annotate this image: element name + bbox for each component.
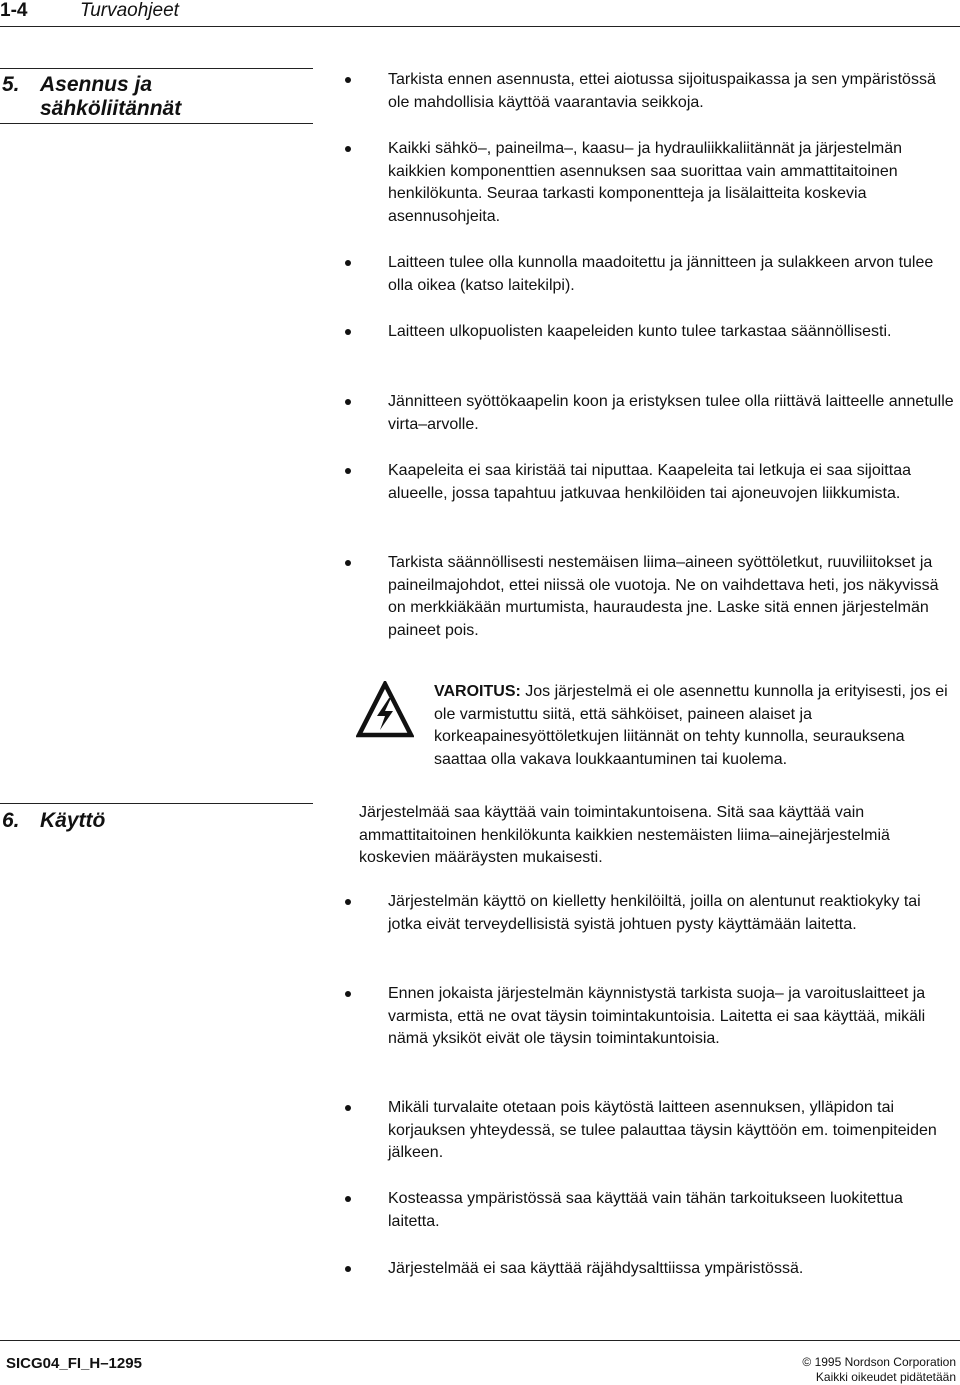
header-divider [0,26,960,27]
list-item-text: Jännitteen syöttökaapelin koon ja eristyksen tulee olla riittävä laitteelle annetulle virta–arvolle. [388,393,954,433]
list-item-text: Ennen jokaista järjestelmän käynnistystä tarkista suoja– ja varoituslaitteet ja varmista, että ne ovat täysin toimintakuntoisia. Laitetta ei saa käyttää, mikäli nämä yksiköt eivät ole täysin toimintakuntoisia. [388,985,926,1047]
warning-text [434,681,956,771]
section-6-number: 6. [2,809,20,832]
bullet-icon [345,560,351,566]
section-5-bottom-divider [0,123,313,124]
bullet-icon [345,1196,351,1202]
page-number: 1-4 [0,0,28,21]
list-item-text: Järjestelmän käyttö on kielletty henkilöiltä, joilla on alentunut reaktiokyky tai jotka eivät terveydellisistä syistä johtuen pysty käyttämään laitetta. [388,893,921,933]
bullet-icon [345,329,351,335]
footer-copyright-block [802,1355,956,1385]
list-item-text: Kaikki sähkö–, paineilma–, kaasu– ja hydrauliikkaliitännät ja järjestelmän kaikkien komponenttien asennuksen saa suorittaa vain ammattitaitoinen henkilökunta. Seuraa tarkasti komponentteja ja lisälaitteita koskevia asennusohjeita. [388,140,903,225]
bullet-icon [345,899,351,905]
list-item-text: Kosteassa ympäristössä saa käyttää vain tähän tarkoitukseen luokitettua laitetta. [388,1190,903,1230]
rights-text: Kaikki oikeudet pidätetään [815,1370,956,1384]
footer-divider [0,1340,960,1341]
bullet-icon [345,77,351,83]
section-5-divider [0,68,313,69]
section-6-heading [0,808,313,834]
section-5-number: 5. [2,73,20,96]
bullet-icon [345,1105,351,1111]
section-5-title-line2: sähköliitännät [40,97,182,120]
bullet-icon [345,991,351,997]
section-5-heading [0,72,313,122]
copyright-text: © 1995 Nordson Corporation [802,1355,956,1369]
list-item-text: Laitteen ulkopuolisten kaapeleiden kunto tulee tarkastaa säännöllisesti. [388,323,892,340]
bullet-icon [345,468,351,474]
section-6-title: Käyttö [40,809,106,832]
list-item-text: Järjestelmää ei saa käyttää räjähdysalttiissa ympäristössä. [388,1260,804,1277]
warning-label: VAROITUS: [434,683,521,700]
warning-body: Jos järjestelmä ei ole asennettu kunnolla ja erityisesti, jos ei ole varmistuttu siitä, että sähköiset, paineen alaiset ja korkeapainesyöttöletkujen liitännät on tehty kunnolla, seurauksena saattaa olla vakava loukkaantuminen tai kuolema. [434,683,948,768]
bullet-icon [345,146,351,152]
section-6-intro: Järjestelmää saa käyttää vain toimintakuntoisena. Sitä saa käyttää vain ammattitaitoinen henkilökunta kaikkien nestemäisten liima–ainejärjestelmiä koskevien määräysten mukaisesti. [359,804,890,866]
list-item-text: Kaapeleita ei saa kiristää tai niputtaa. Kaapeleita tai letkuja ei saa sijoittaa alueelle, jossa tapahtuu jatkuvaa henkilöiden tai ajoneuvojen liikkumista. [388,462,911,502]
page-title: Turvaohjeet [80,0,179,21]
list-item-text: Tarkista ennen asennusta, ettei aiotussa sijoituspaikassa ja sen ympäristössä ole mahdollisia käyttöä vaarantavia seikkoja. [388,71,936,111]
list-item-text: Tarkista säännöllisesti nestemäisen liima–aineen syöttöletkut, ruuviliitokset ja paineilmajohdot, ettei niissä ole vuotoja. Ne on vaihdettava heti, jos näkyvissä on merkkiäkään murtumista, hauraudesta jne. Laske sitä ennen järjestelmän paineet pois. [388,554,939,639]
electrical-hazard-icon [356,681,414,737]
page-header [0,0,960,26]
bullet-icon [345,260,351,266]
list-item-text: Laitteen tulee olla kunnolla maadoitettu ja jännitteen ja sulakkeen arvon tulee olla oikea (katso laitekilpi). [388,254,934,294]
list-item-text: Mikäli turvalaite otetaan pois käytöstä laitteen asennuksen, ylläpidon tai korjauksen yhteydessä, se tulee palauttaa täysin käyttöön em. toimenpiteiden jälkeen. [388,1099,937,1161]
bullet-icon [345,399,351,405]
bullet-icon [345,1266,351,1272]
section-5-title-line1: Asennus ja [40,73,153,96]
document-code: SICG04_FI_H–1295 [6,1355,142,1372]
section-6-divider [0,803,313,804]
